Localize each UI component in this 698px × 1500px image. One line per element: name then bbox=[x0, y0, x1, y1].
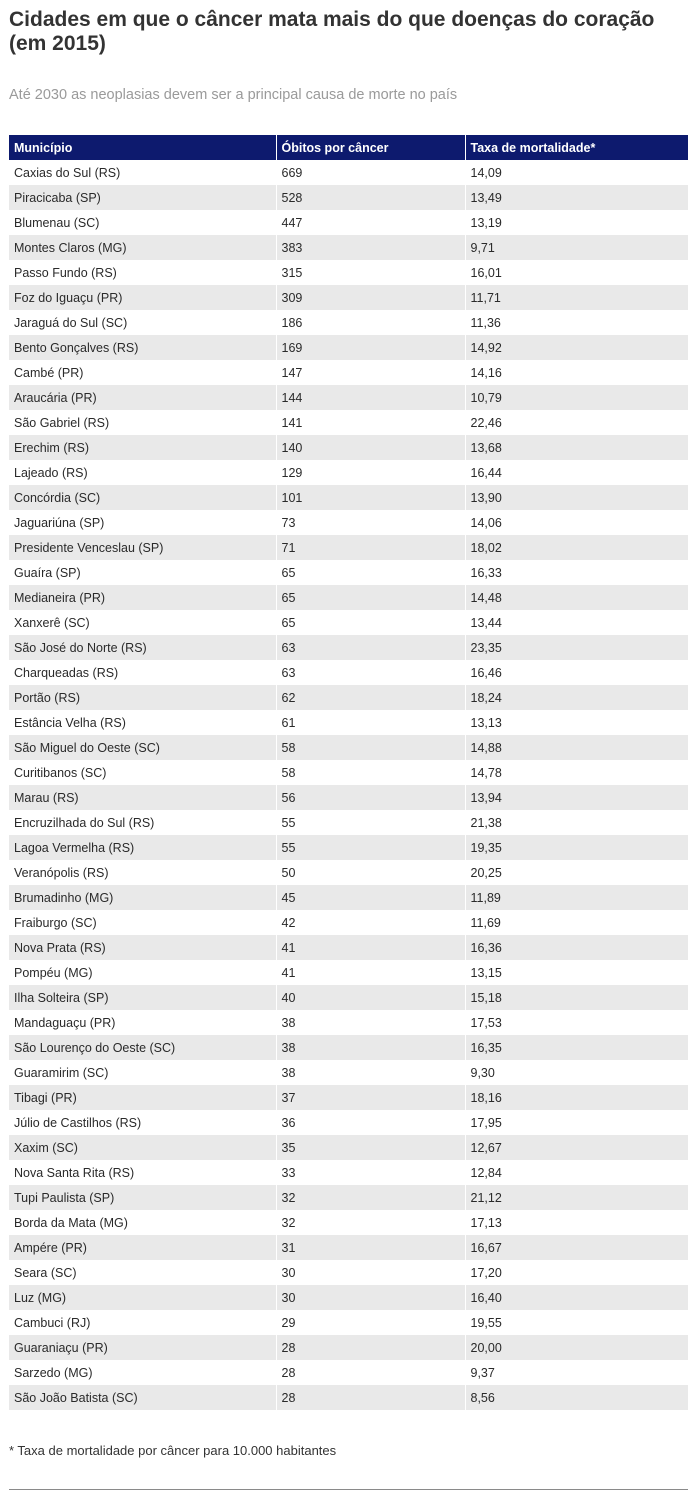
data-table bbox=[9, 135, 688, 1410]
cell-obitos: 140 bbox=[276, 435, 465, 460]
table-row bbox=[9, 785, 688, 810]
table-row bbox=[9, 710, 688, 735]
table-row bbox=[9, 910, 688, 935]
table-row bbox=[9, 1185, 688, 1210]
cell-obitos: 30 bbox=[276, 1260, 465, 1285]
cell-taxa: 9,71 bbox=[465, 235, 688, 260]
cell-municipio: Jaraguá do Sul (SC) bbox=[9, 310, 276, 335]
cell-obitos: 36 bbox=[276, 1110, 465, 1135]
footnote: * Taxa de mortalidade por câncer para 10.000 habitantes bbox=[9, 1443, 337, 1458]
cell-obitos: 29 bbox=[276, 1310, 465, 1335]
cell-taxa: 16,35 bbox=[465, 1035, 688, 1060]
table-row bbox=[9, 1260, 688, 1285]
column-header-municipio: Município bbox=[9, 135, 276, 160]
table-row bbox=[9, 660, 688, 685]
cell-taxa: 16,33 bbox=[465, 560, 688, 585]
cell-municipio: Piracicaba (SP) bbox=[9, 185, 276, 210]
cell-taxa: 13,49 bbox=[465, 185, 688, 210]
cell-municipio: Montes Claros (MG) bbox=[9, 235, 276, 260]
cell-obitos: 28 bbox=[276, 1360, 465, 1385]
cell-obitos: 56 bbox=[276, 785, 465, 810]
cell-municipio: Concórdia (SC) bbox=[9, 485, 276, 510]
cell-obitos: 45 bbox=[276, 885, 465, 910]
cell-obitos: 32 bbox=[276, 1210, 465, 1235]
cell-municipio: Passo Fundo (RS) bbox=[9, 260, 276, 285]
cell-taxa: 17,20 bbox=[465, 1260, 688, 1285]
cell-obitos: 40 bbox=[276, 985, 465, 1010]
cell-taxa: 9,30 bbox=[465, 1060, 688, 1085]
cell-obitos: 61 bbox=[276, 710, 465, 735]
cell-taxa: 13,94 bbox=[465, 785, 688, 810]
cell-taxa: 11,71 bbox=[465, 285, 688, 310]
cell-obitos: 38 bbox=[276, 1035, 465, 1060]
table-row bbox=[9, 835, 688, 860]
cell-obitos: 62 bbox=[276, 685, 465, 710]
table-row bbox=[9, 485, 688, 510]
cell-obitos: 73 bbox=[276, 510, 465, 535]
cell-obitos: 144 bbox=[276, 385, 465, 410]
cell-obitos: 669 bbox=[276, 160, 465, 185]
cell-municipio: Guaíra (SP) bbox=[9, 560, 276, 585]
bottom-divider bbox=[9, 1489, 688, 1490]
table-row bbox=[9, 1010, 688, 1035]
table-row bbox=[9, 760, 688, 785]
cell-municipio: Fraiburgo (SC) bbox=[9, 910, 276, 935]
table-row bbox=[9, 635, 688, 660]
table-row bbox=[9, 935, 688, 960]
cell-municipio: Charqueadas (RS) bbox=[9, 660, 276, 685]
table-row bbox=[9, 1160, 688, 1185]
table-row bbox=[9, 1035, 688, 1060]
cell-municipio: Mandaguaçu (PR) bbox=[9, 1010, 276, 1035]
cell-taxa: 14,78 bbox=[465, 760, 688, 785]
table-header-row bbox=[9, 135, 688, 160]
table-row bbox=[9, 1060, 688, 1085]
cell-taxa: 8,56 bbox=[465, 1385, 688, 1410]
table-row bbox=[9, 960, 688, 985]
cell-taxa: 16,44 bbox=[465, 460, 688, 485]
table-row bbox=[9, 1235, 688, 1260]
cell-municipio: Ilha Solteira (SP) bbox=[9, 985, 276, 1010]
cell-municipio: São Gabriel (RS) bbox=[9, 410, 276, 435]
cell-taxa: 10,79 bbox=[465, 385, 688, 410]
cell-obitos: 32 bbox=[276, 1185, 465, 1210]
table-row bbox=[9, 1110, 688, 1135]
cell-taxa: 21,12 bbox=[465, 1185, 688, 1210]
cell-obitos: 63 bbox=[276, 635, 465, 660]
table-row bbox=[9, 435, 688, 460]
cell-taxa: 14,09 bbox=[465, 160, 688, 185]
cell-municipio: Xaxim (SC) bbox=[9, 1135, 276, 1160]
cell-municipio: Presidente Venceslau (SP) bbox=[9, 535, 276, 560]
cell-taxa: 23,35 bbox=[465, 635, 688, 660]
cell-municipio: São João Batista (SC) bbox=[9, 1385, 276, 1410]
cell-obitos: 35 bbox=[276, 1135, 465, 1160]
table-row bbox=[9, 410, 688, 435]
cell-taxa: 13,15 bbox=[465, 960, 688, 985]
cell-obitos: 383 bbox=[276, 235, 465, 260]
cell-municipio: Cambuci (RJ) bbox=[9, 1310, 276, 1335]
table-row bbox=[9, 285, 688, 310]
cell-municipio: Lagoa Vermelha (RS) bbox=[9, 835, 276, 860]
cell-taxa: 20,25 bbox=[465, 860, 688, 885]
cell-municipio: Lajeado (RS) bbox=[9, 460, 276, 485]
cell-obitos: 65 bbox=[276, 560, 465, 585]
cell-taxa: 13,44 bbox=[465, 610, 688, 635]
table-row bbox=[9, 985, 688, 1010]
cell-obitos: 65 bbox=[276, 585, 465, 610]
table-row bbox=[9, 510, 688, 535]
cell-obitos: 55 bbox=[276, 835, 465, 860]
table-header bbox=[9, 135, 688, 160]
cell-taxa: 16,01 bbox=[465, 260, 688, 285]
table-row bbox=[9, 560, 688, 585]
cell-taxa: 14,06 bbox=[465, 510, 688, 535]
cell-obitos: 58 bbox=[276, 735, 465, 760]
page-title: Cidades em que o câncer mata mais do que doenças do coração (em 2015) bbox=[9, 8, 655, 55]
cell-taxa: 19,35 bbox=[465, 835, 688, 860]
cell-taxa: 14,88 bbox=[465, 735, 688, 760]
cell-obitos: 71 bbox=[276, 535, 465, 560]
table-row bbox=[9, 810, 688, 835]
cell-obitos: 101 bbox=[276, 485, 465, 510]
cell-taxa: 11,36 bbox=[465, 310, 688, 335]
cell-municipio: São José do Norte (RS) bbox=[9, 635, 276, 660]
cell-obitos: 169 bbox=[276, 335, 465, 360]
cell-taxa: 13,68 bbox=[465, 435, 688, 460]
cell-municipio: Erechim (RS) bbox=[9, 435, 276, 460]
cell-obitos: 309 bbox=[276, 285, 465, 310]
cell-obitos: 41 bbox=[276, 935, 465, 960]
table-row bbox=[9, 610, 688, 635]
table-row bbox=[9, 1385, 688, 1410]
cell-obitos: 42 bbox=[276, 910, 465, 935]
cell-taxa: 18,16 bbox=[465, 1085, 688, 1110]
cell-municipio: Veranópolis (RS) bbox=[9, 860, 276, 885]
cell-municipio: Blumenau (SC) bbox=[9, 210, 276, 235]
cell-taxa: 14,92 bbox=[465, 335, 688, 360]
table-row bbox=[9, 385, 688, 410]
cell-municipio: Araucária (PR) bbox=[9, 385, 276, 410]
table-row bbox=[9, 1285, 688, 1310]
cell-municipio: Portão (RS) bbox=[9, 685, 276, 710]
cell-municipio: Bento Gonçalves (RS) bbox=[9, 335, 276, 360]
cell-obitos: 528 bbox=[276, 185, 465, 210]
cell-municipio: Curitibanos (SC) bbox=[9, 760, 276, 785]
column-header-obitos: Óbitos por câncer bbox=[276, 135, 465, 160]
table-row bbox=[9, 1360, 688, 1385]
table-row bbox=[9, 535, 688, 560]
cell-taxa: 14,16 bbox=[465, 360, 688, 385]
cell-obitos: 63 bbox=[276, 660, 465, 685]
cell-obitos: 447 bbox=[276, 210, 465, 235]
table-row bbox=[9, 860, 688, 885]
cell-municipio: Nova Prata (RS) bbox=[9, 935, 276, 960]
cell-taxa: 13,13 bbox=[465, 710, 688, 735]
table-row bbox=[9, 210, 688, 235]
cell-taxa: 11,89 bbox=[465, 885, 688, 910]
table-row bbox=[9, 885, 688, 910]
cell-municipio: Tibagi (PR) bbox=[9, 1085, 276, 1110]
cell-obitos: 315 bbox=[276, 260, 465, 285]
cell-municipio: Brumadinho (MG) bbox=[9, 885, 276, 910]
cell-obitos: 38 bbox=[276, 1010, 465, 1035]
cell-obitos: 33 bbox=[276, 1160, 465, 1185]
table-row bbox=[9, 335, 688, 360]
table-row bbox=[9, 360, 688, 385]
cell-obitos: 30 bbox=[276, 1285, 465, 1310]
cell-taxa: 16,67 bbox=[465, 1235, 688, 1260]
cell-municipio: Borda da Mata (MG) bbox=[9, 1210, 276, 1235]
table-row bbox=[9, 460, 688, 485]
table-body bbox=[9, 160, 688, 1410]
cell-municipio: Tupi Paulista (SP) bbox=[9, 1185, 276, 1210]
cell-municipio: Estância Velha (RS) bbox=[9, 710, 276, 735]
cell-taxa: 20,00 bbox=[465, 1335, 688, 1360]
cell-obitos: 38 bbox=[276, 1060, 465, 1085]
cell-taxa: 12,67 bbox=[465, 1135, 688, 1160]
cell-taxa: 16,36 bbox=[465, 935, 688, 960]
cell-taxa: 13,90 bbox=[465, 485, 688, 510]
table-row bbox=[9, 585, 688, 610]
cell-obitos: 129 bbox=[276, 460, 465, 485]
cell-taxa: 18,02 bbox=[465, 535, 688, 560]
table-row bbox=[9, 260, 688, 285]
cell-municipio: Guaramirim (SC) bbox=[9, 1060, 276, 1085]
cell-obitos: 65 bbox=[276, 610, 465, 635]
cell-taxa: 16,40 bbox=[465, 1285, 688, 1310]
cell-taxa: 19,55 bbox=[465, 1310, 688, 1335]
cell-municipio: São Lourenço do Oeste (SC) bbox=[9, 1035, 276, 1060]
cell-municipio: Jaguariúna (SP) bbox=[9, 510, 276, 535]
cell-obitos: 58 bbox=[276, 760, 465, 785]
cell-municipio: Caxias do Sul (RS) bbox=[9, 160, 276, 185]
cell-obitos: 147 bbox=[276, 360, 465, 385]
cell-municipio: São Miguel do Oeste (SC) bbox=[9, 735, 276, 760]
cell-municipio: Encruzilhada do Sul (RS) bbox=[9, 810, 276, 835]
cell-taxa: 11,69 bbox=[465, 910, 688, 935]
cell-municipio: Cambé (PR) bbox=[9, 360, 276, 385]
cell-municipio: Luz (MG) bbox=[9, 1285, 276, 1310]
table-row bbox=[9, 1085, 688, 1110]
cell-taxa: 12,84 bbox=[465, 1160, 688, 1185]
cell-taxa: 15,18 bbox=[465, 985, 688, 1010]
table-row bbox=[9, 685, 688, 710]
table-row bbox=[9, 1335, 688, 1360]
cell-obitos: 37 bbox=[276, 1085, 465, 1110]
cell-taxa: 21,38 bbox=[465, 810, 688, 835]
cell-taxa: 13,19 bbox=[465, 210, 688, 235]
cell-municipio: Guaraniaçu (PR) bbox=[9, 1335, 276, 1360]
column-header-taxa: Taxa de mortalidade* bbox=[465, 135, 688, 160]
cell-taxa: 22,46 bbox=[465, 410, 688, 435]
cell-obitos: 31 bbox=[276, 1235, 465, 1260]
page-subtitle: Até 2030 as neoplasias devem ser a principal causa de morte no país bbox=[9, 87, 458, 103]
table-row bbox=[9, 735, 688, 760]
cell-municipio: Xanxerê (SC) bbox=[9, 610, 276, 635]
cell-municipio: Sarzedo (MG) bbox=[9, 1360, 276, 1385]
cell-taxa: 17,53 bbox=[465, 1010, 688, 1035]
cell-obitos: 141 bbox=[276, 410, 465, 435]
cell-taxa: 16,46 bbox=[465, 660, 688, 685]
table-row bbox=[9, 235, 688, 260]
cell-municipio: Foz do Iguaçu (PR) bbox=[9, 285, 276, 310]
cell-obitos: 55 bbox=[276, 810, 465, 835]
cell-taxa: 18,24 bbox=[465, 685, 688, 710]
cell-municipio: Pompéu (MG) bbox=[9, 960, 276, 985]
cell-municipio: Júlio de Castilhos (RS) bbox=[9, 1110, 276, 1135]
cell-obitos: 28 bbox=[276, 1385, 465, 1410]
table-row bbox=[9, 160, 688, 185]
cell-taxa: 9,37 bbox=[465, 1360, 688, 1385]
cell-taxa: 14,48 bbox=[465, 585, 688, 610]
table-row bbox=[9, 185, 688, 210]
cell-taxa: 17,95 bbox=[465, 1110, 688, 1135]
cell-obitos: 186 bbox=[276, 310, 465, 335]
table-row bbox=[9, 1310, 688, 1335]
cell-municipio: Medianeira (PR) bbox=[9, 585, 276, 610]
cell-obitos: 41 bbox=[276, 960, 465, 985]
cell-obitos: 28 bbox=[276, 1335, 465, 1360]
cell-obitos: 50 bbox=[276, 860, 465, 885]
data-table-container bbox=[9, 135, 688, 1410]
table-row bbox=[9, 1135, 688, 1160]
table-row bbox=[9, 1210, 688, 1235]
cell-municipio: Marau (RS) bbox=[9, 785, 276, 810]
cell-municipio: Ampére (PR) bbox=[9, 1235, 276, 1260]
cell-municipio: Seara (SC) bbox=[9, 1260, 276, 1285]
cell-taxa: 17,13 bbox=[465, 1210, 688, 1235]
table-row bbox=[9, 310, 688, 335]
cell-municipio: Nova Santa Rita (RS) bbox=[9, 1160, 276, 1185]
